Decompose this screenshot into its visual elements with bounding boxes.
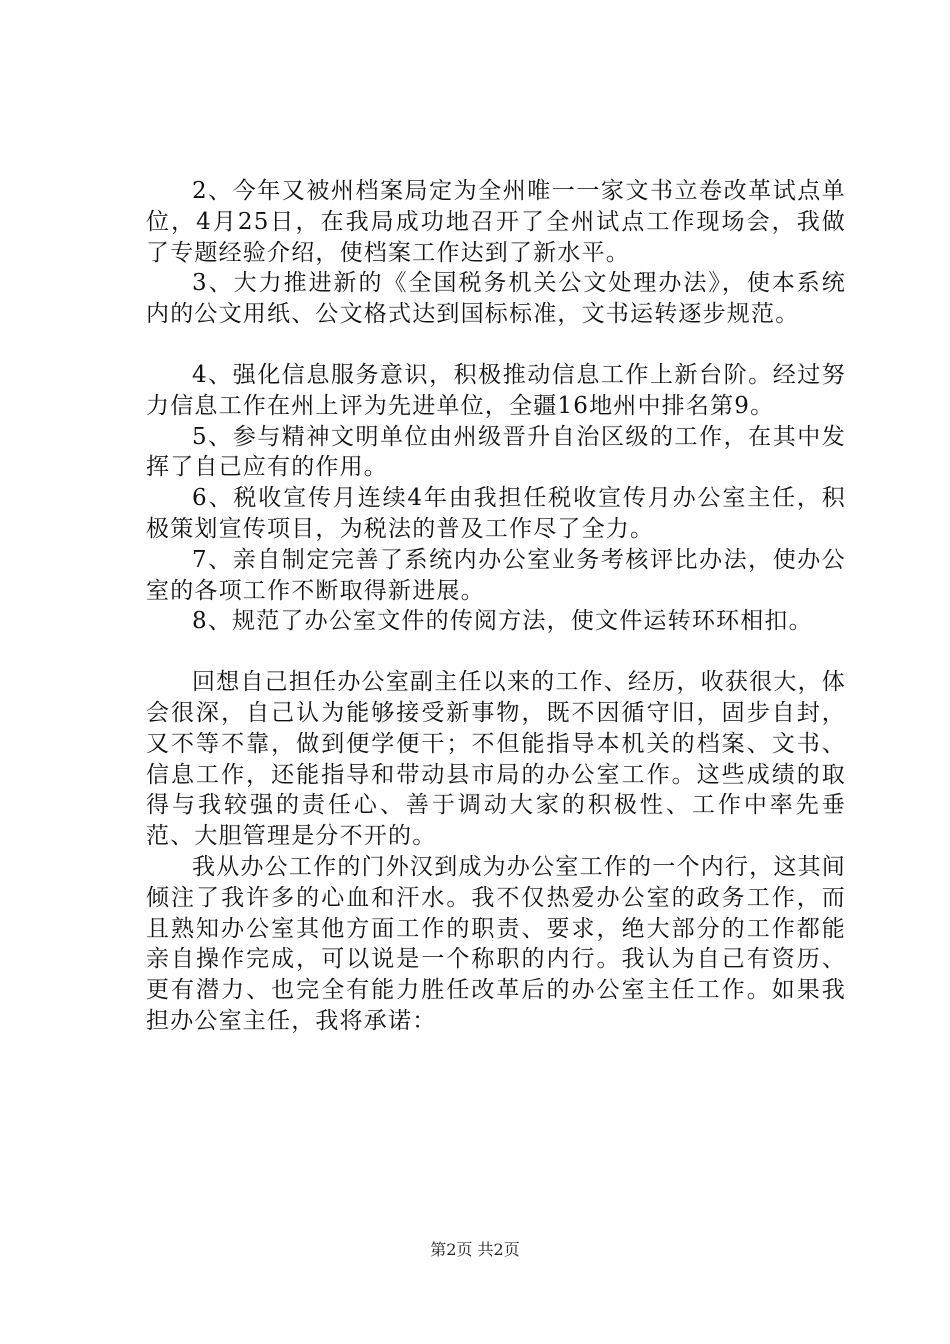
paragraph-item-7: 7、亲自制定完善了系统内办公室业务考核评比办法，使办公室的各项工作不断取得新进展。 — [146, 546, 846, 604]
paragraph-item-8: 8、规范了办公室文件的传阅方法，使文件运转环环相扣。 — [192, 608, 813, 635]
paragraph-commitment: 我从办公工作的门外汉到成为办公室工作的一个内行，这其间倾注了我许多的心血和汗水。我不仅热爱办公室的政务工作，而且熟知办公室其他方面工作的职责、要求，绝大部分的工作都能亲自操作完成，可以说是一个称职的内行。我认为自己有资历、更有潜力、也完全有能力胜任改革后的办公室主任工作。如果我担办公室主任，我将承诺： — [146, 853, 846, 1034]
page-number-footer: 第2页 共2页 — [430, 1240, 520, 1259]
paragraph-item-3: 3、大力推进新的《全国税务机关公文处理办法》，使本系统内的公文用纸、公文格式达到国标标准，文书运转逐步规范。 — [146, 270, 846, 328]
paragraph-item-6: 6、税收宣传月连续4年由我担任税收宣传月办公室主任，积极策划宣传项目，为税法的普及工作尽了全力。 — [146, 485, 846, 542]
document-body — [146, 176, 846, 1037]
paragraph-item-5: 5、参与精神文明单位由州级晋升自治区级的工作，在其中发挥了自己应有的作用。 — [146, 423, 846, 481]
paragraph-spacer — [146, 637, 846, 667]
paragraph-item-4: 4、强化信息服务意识，积极推动信息工作上新台阶。经过努力信息工作在州上评为先进单位，全疆16地州中排名第9。 — [146, 361, 846, 419]
paragraph-reflection: 回想自己担任办公室副主任以来的工作、经历，收获很大，体会很深，自己认为能够接受新事物，既不因循守旧，固步自封，又不等不靠，做到便学便干；不但能指导本机关的档案、文书、信息工作，还能指导和带动县市局的办公室工作。这些成绩的取得与我较强的责任心、善于调动大家的积极性、工作中率先垂范、大胆管理是分不开的。 — [146, 669, 846, 850]
paragraph-spacer — [146, 330, 846, 360]
paragraph-item-2: 2、今年又被州档案局定为全州唯一一家文书立卷改革试点单位，4月25日，在我局成功地召开了全州试点工作现场会，我做了专题经验介绍，使档案工作达到了新水平。 — [146, 178, 846, 266]
